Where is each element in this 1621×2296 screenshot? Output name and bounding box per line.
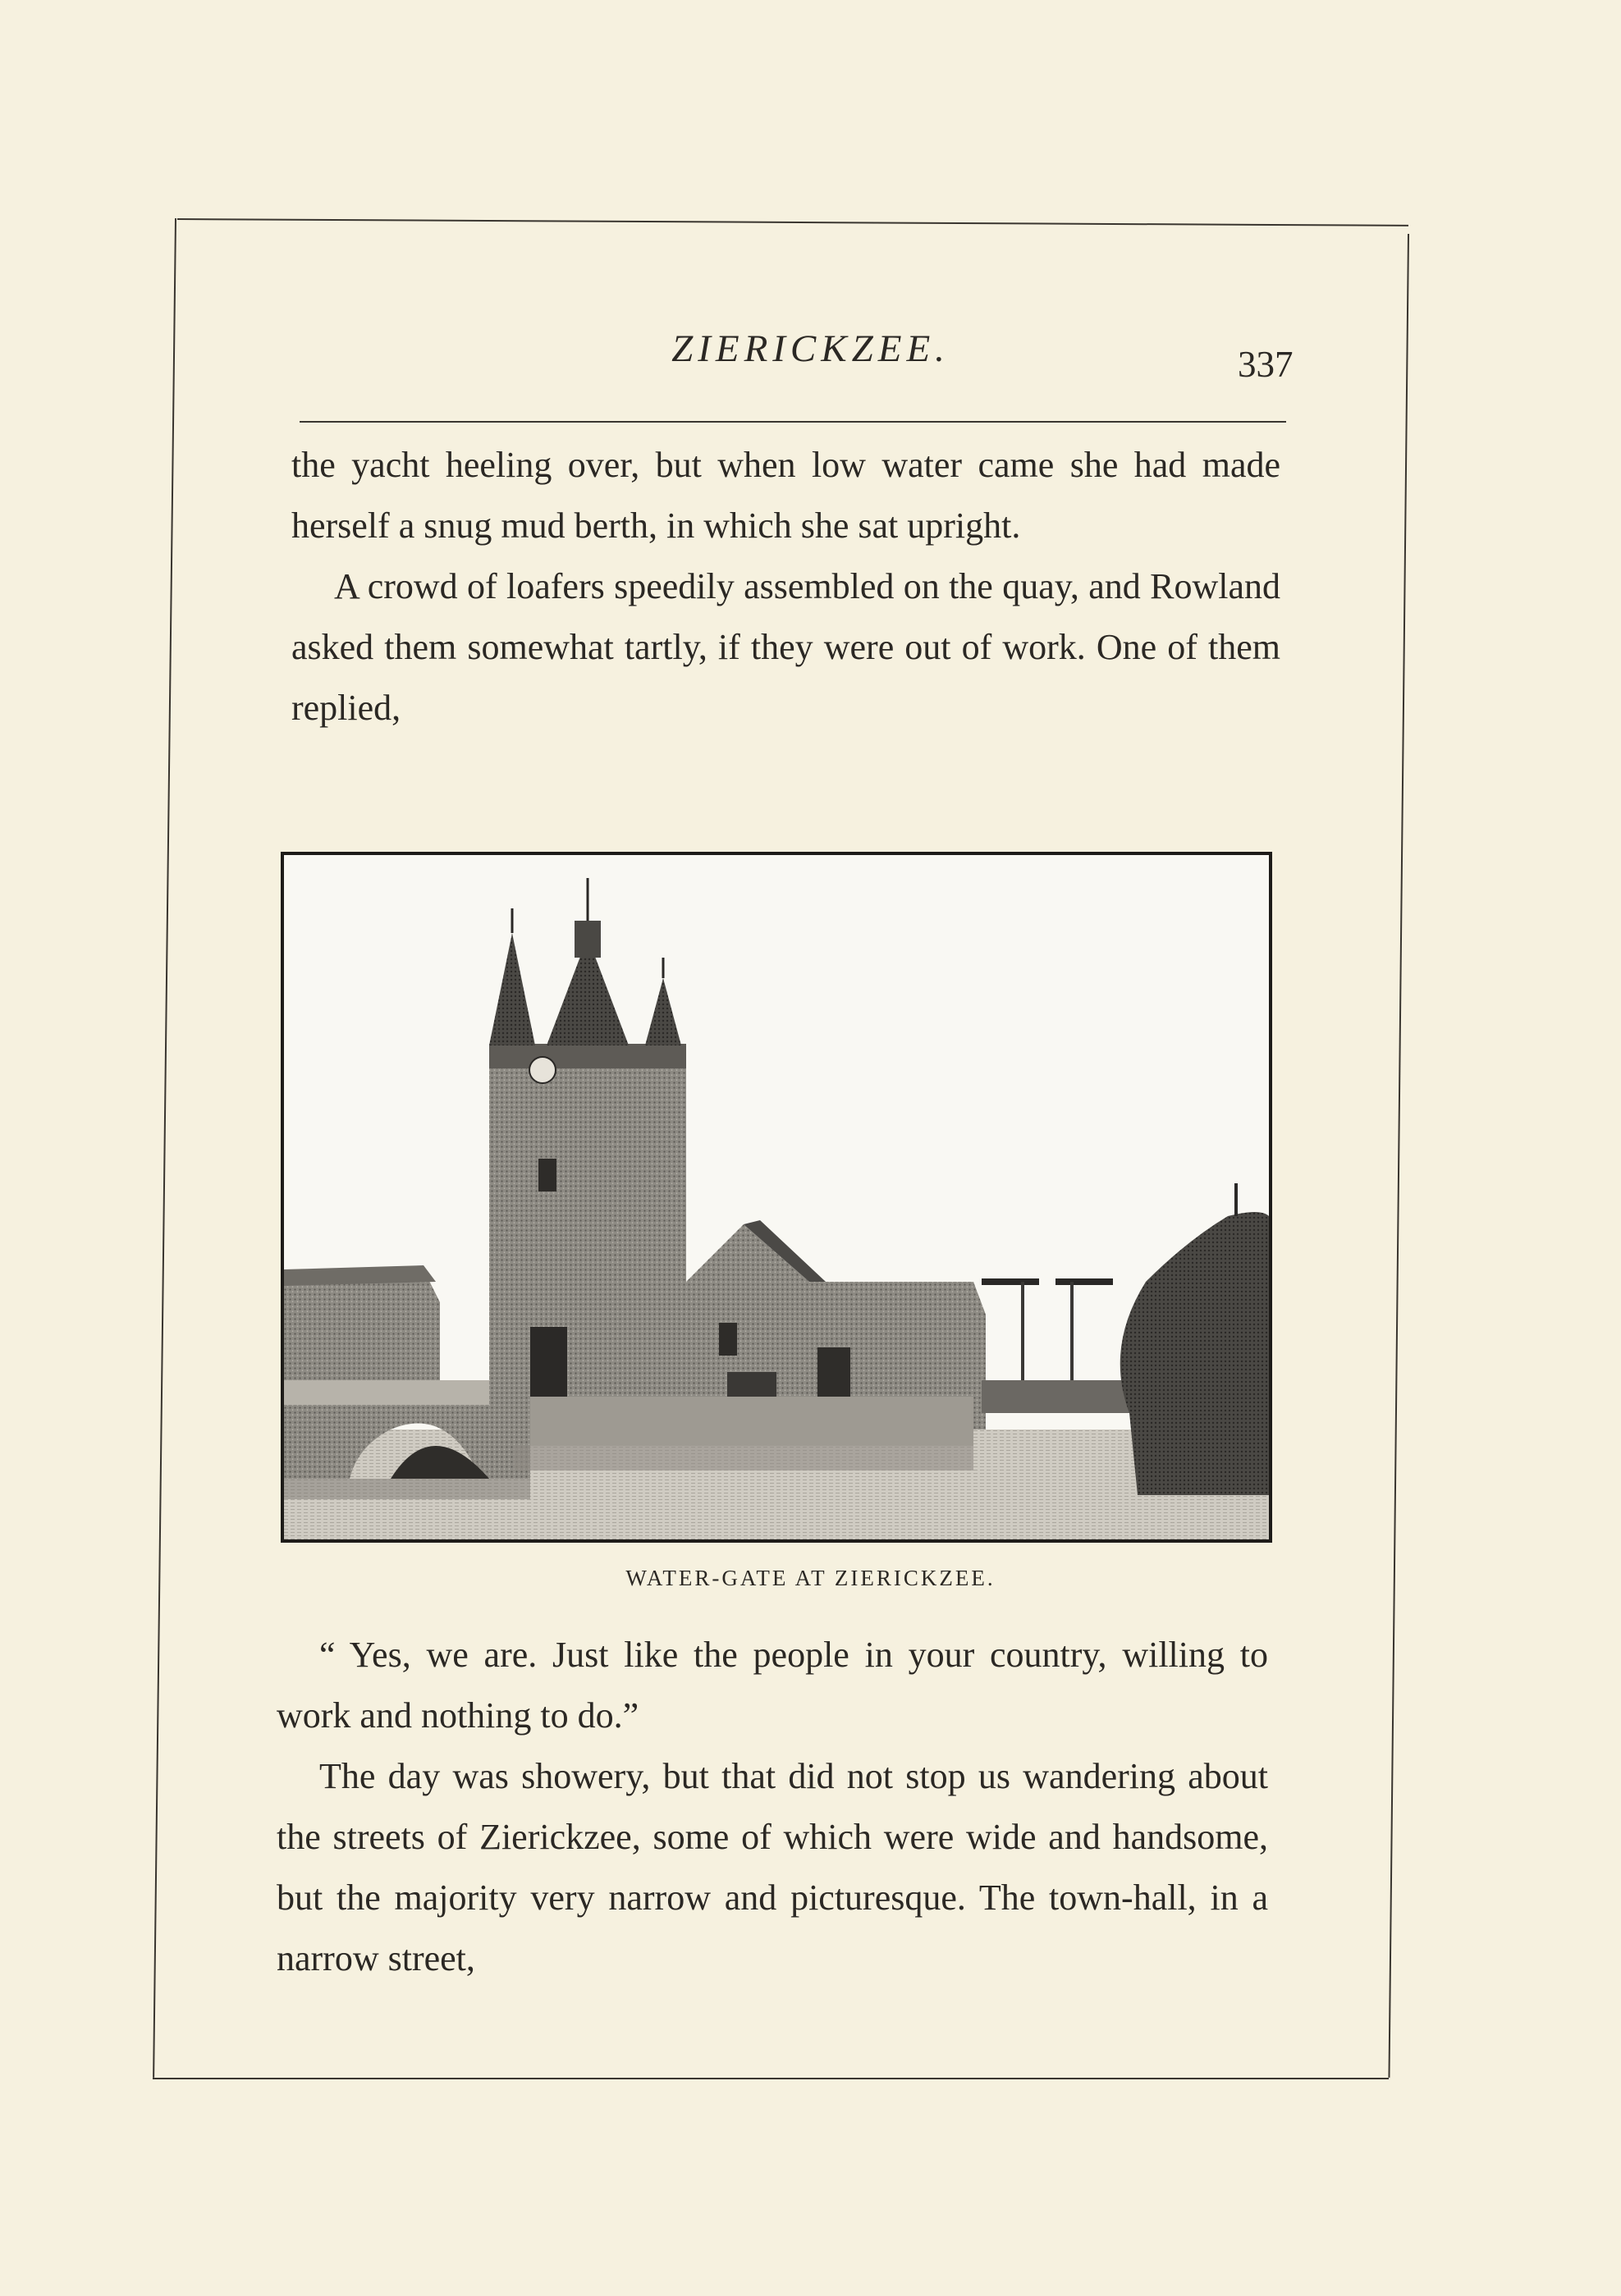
frame-rule-right [1388,234,1409,2078]
water-gate-engraving [284,855,1269,1539]
frame-rule-bottom [153,2078,1389,2079]
frame-rule-top [177,218,1408,226]
paragraph-reply: “ Yes, we are. Just like the people in your country, willing to work and nothing to do.” [277,1635,1268,1736]
paragraph-continuation: the yacht heeling over, but when low water came she had made herself a snug mud berth, in which she sat upright. [291,445,1280,546]
header-rule [300,421,1286,423]
water-gate-illustration [281,852,1272,1543]
body-text-top [291,435,1280,739]
page-number: 337 [1238,344,1294,385]
body-text-bottom [277,1625,1268,1989]
running-head: ZIERICKZEE. [671,327,950,370]
figure-caption: WATER-GATE AT ZIERICKZEE. [625,1566,996,1590]
paragraph-streets: The day was showery, but that did not stop us wandering about the streets of Zierickzee, some of which were wide and handsome, but the majority very narrow and picturesque. The town-hall, in a narrow street, [277,1756,1268,1978]
paragraph-loafers: A crowd of loafers speedily assembled on the quay, and Rowland asked them somewhat tartly, if they were out of work. One of them replied, [291,566,1280,728]
frame-rule-left [153,218,176,2078]
